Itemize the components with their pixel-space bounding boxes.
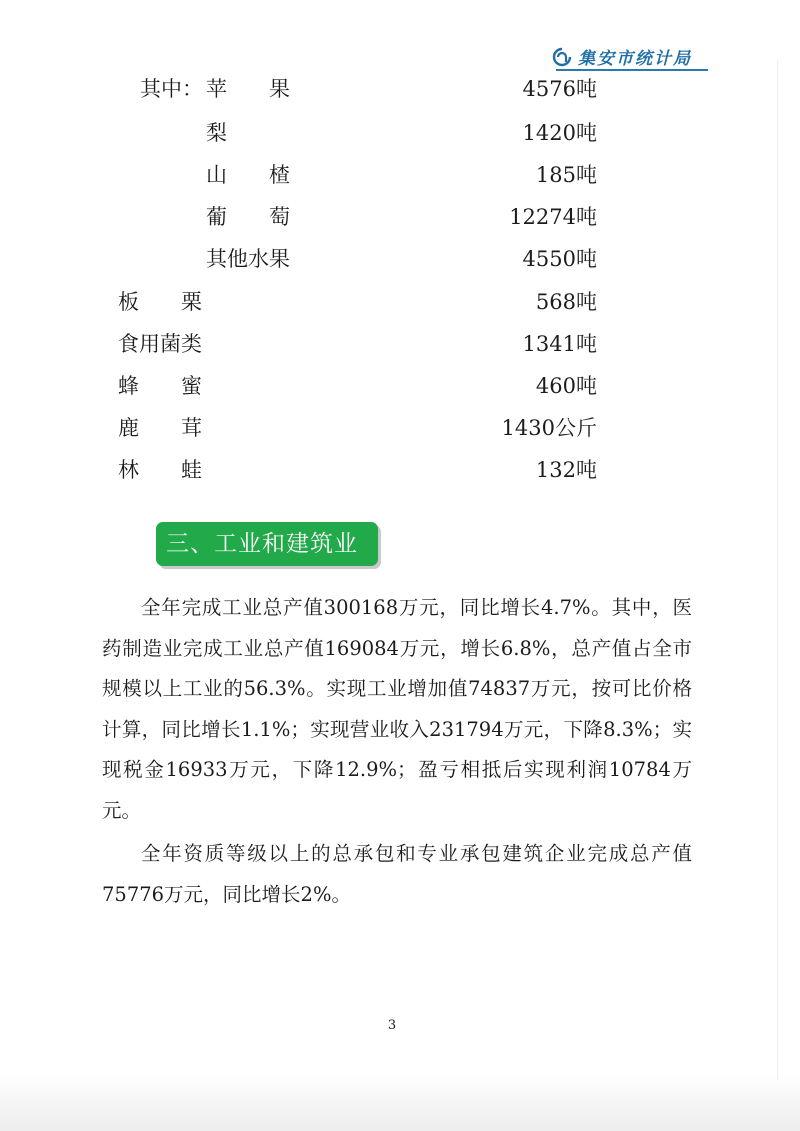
item-name: 鹿 茸	[118, 416, 202, 440]
item-value: 4550吨	[522, 247, 597, 271]
list-item	[0, 72, 800, 106]
item-name: 其他水果	[206, 247, 290, 271]
list-item	[0, 453, 800, 487]
item-value: 460吨	[535, 374, 597, 398]
item-value: 4576吨	[522, 77, 597, 101]
list-item	[0, 411, 800, 445]
item-name: 葡 萄	[206, 205, 290, 229]
list-item	[0, 242, 800, 276]
scan-edge	[777, 60, 778, 1080]
item-name: 蜂 蜜	[118, 374, 202, 398]
page-number: 3	[387, 1018, 397, 1033]
list-item	[0, 327, 800, 361]
list-item	[0, 285, 800, 319]
item-value: 1420吨	[522, 121, 597, 145]
item-name: 梨	[206, 121, 227, 145]
item-name: 食用菌类	[118, 332, 202, 356]
item-value: 12274吨	[509, 205, 597, 229]
item-name: 板 栗	[118, 290, 202, 314]
paragraph-construction: 全年资质等级以上的总承包和专业承包建筑企业完成总产值75776万元，同比增长2%。	[102, 842, 692, 906]
item-value: 568吨	[535, 290, 597, 314]
list-item	[0, 158, 800, 192]
item-value: 1341吨	[522, 332, 597, 356]
list-item	[0, 369, 800, 403]
section-heading: 三、工业和建筑业	[156, 522, 378, 566]
item-name: 苹 果	[206, 77, 290, 101]
scan-shadow	[0, 1073, 800, 1131]
item-name: 山 楂	[206, 163, 290, 187]
org-name: 集安市统计局	[578, 49, 692, 69]
statistics-logo-icon	[552, 47, 572, 67]
list-item	[0, 200, 800, 234]
list-prefix: 其中：	[140, 77, 203, 101]
header-rule	[556, 69, 708, 71]
item-value: 185吨	[535, 163, 597, 187]
paragraph-industry: 全年完成工业总产值300168万元，同比增长4.7%。其中，医药制造业完成工业总产值169084万元，增长6.8%，总产值占全市规模以上工业的56.3%。实现工业增加值74837万元，按可比价格计算，同比增长1.1%；实现营业收入231794万元，下降8.3%；实现税金16933万元，下降12.9%；盈亏相抵后实现利润10784万元。	[102, 596, 692, 822]
list-item	[0, 116, 800, 150]
item-name: 林 蛙	[118, 458, 202, 482]
item-value: 1430公斤	[501, 416, 597, 440]
header-logo	[552, 44, 692, 69]
item-value: 132吨	[535, 458, 597, 482]
